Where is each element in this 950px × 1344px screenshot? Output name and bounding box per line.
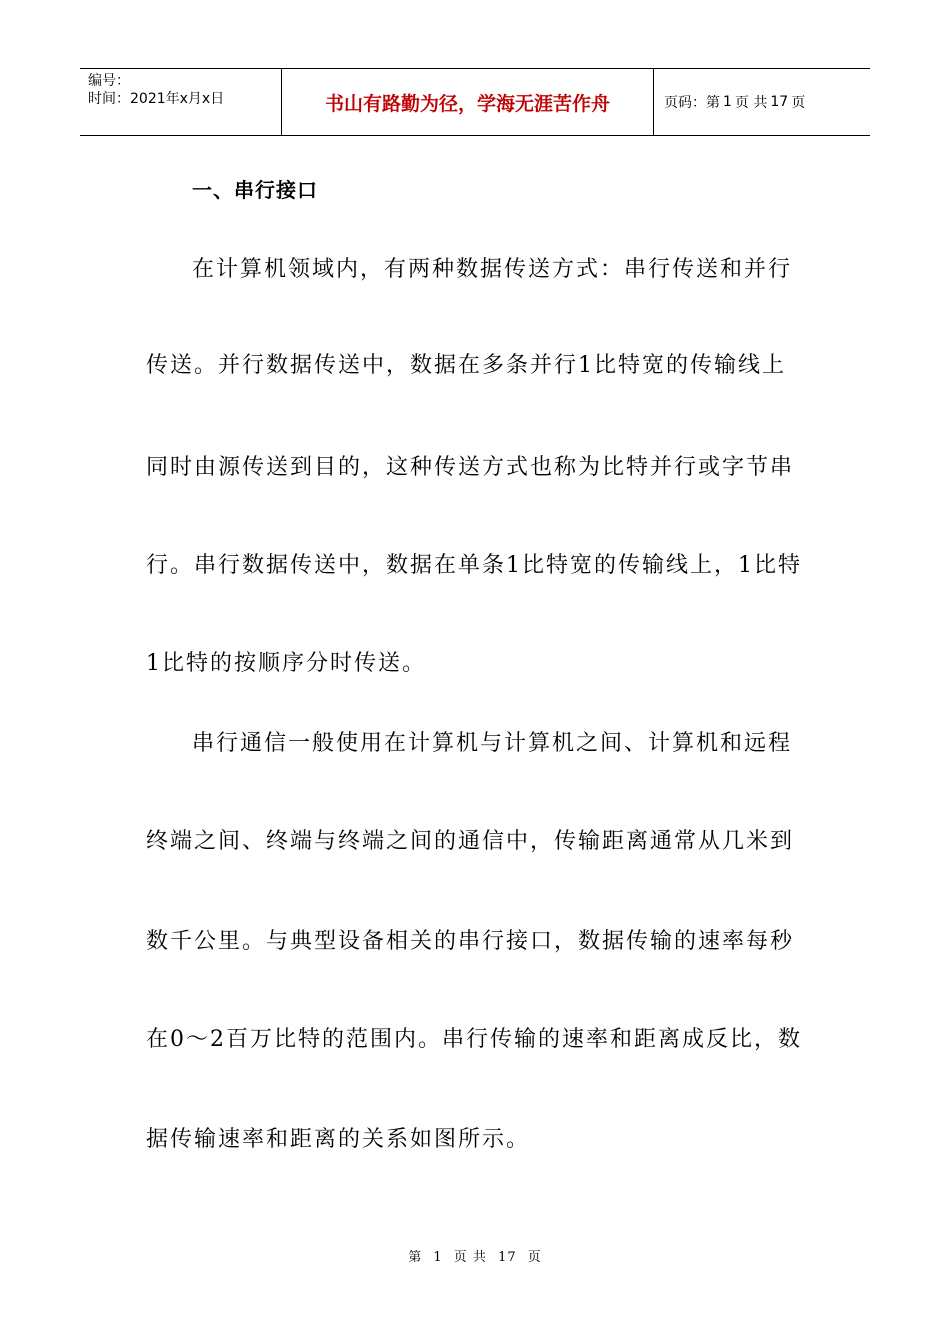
page-footer — [0, 1246, 950, 1265]
serial-number-label: 编号： — [88, 73, 130, 89]
paragraph-line: 在0～2百万比特的范围内。串行传输的速率和距离成反比，数 — [146, 1027, 802, 1052]
paragraph-line: 传送。并行数据传送中，数据在多条并行1比特宽的传输线上 — [146, 353, 786, 378]
paragraph-line: 串行通信一般使用在计算机与计算机之间、计算机和远程 — [192, 731, 793, 756]
paragraph-line: 行。串行数据传送中，数据在单条1比特宽的传输线上，1比特 — [146, 553, 802, 578]
header-page-info — [654, 69, 870, 135]
document-header — [80, 68, 870, 136]
total-pages: 17 — [770, 94, 789, 110]
header-motto: 书山有路勤为径，学海无涯苦作舟 — [282, 69, 654, 135]
footer-page-number: 1 — [433, 1250, 443, 1265]
footer-prefix: 第 — [408, 1250, 423, 1265]
footer-total-pages: 17 — [498, 1250, 517, 1265]
section-title: 一、串行接口 — [192, 178, 318, 202]
footer-suffix: 页 — [527, 1250, 542, 1265]
page-end-label: 页 — [791, 95, 806, 111]
page-label: 页码：第 — [664, 95, 720, 111]
page-number: 1 — [723, 94, 732, 110]
header-meta — [80, 69, 282, 135]
paragraph-line: 在计算机领域内，有两种数据传送方式：串行传送和并行 — [192, 257, 793, 282]
paragraph-line: 终端之间、终端与终端之间的通信中，传输距离通常从几米到 — [146, 829, 795, 854]
footer-mid: 页 共 — [453, 1250, 487, 1265]
paragraph-line: 1比特的按顺序分时传送。 — [146, 651, 426, 676]
paragraph-line: 据传输速率和距离的关系如图所示。 — [146, 1127, 531, 1152]
paragraph-line: 数千公里。与典型设备相关的串行接口，数据传输的速率每秒 — [146, 929, 795, 954]
paragraph-line: 同时由源传送到目的，这种传送方式也称为比特并行或字节串 — [146, 455, 795, 480]
date-label: 时间：2021年x月x日 — [88, 91, 225, 107]
page-mid-label: 页 共 — [734, 95, 768, 111]
